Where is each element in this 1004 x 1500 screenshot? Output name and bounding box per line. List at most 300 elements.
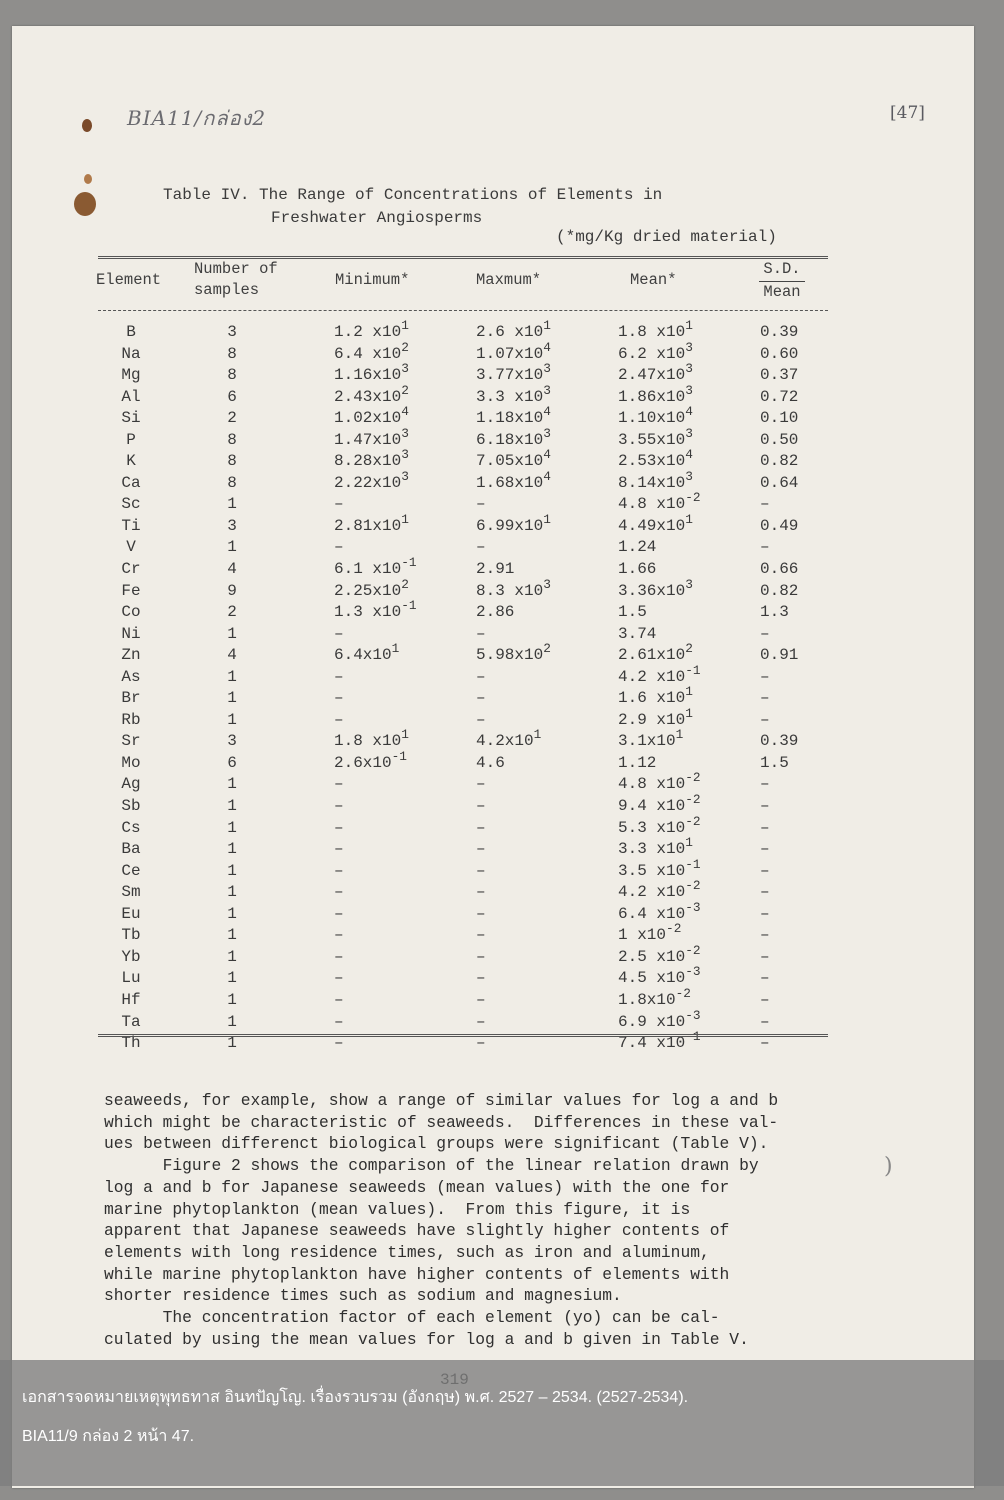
- sd-cell: [760, 624, 770, 646]
- table-row: [12, 705, 974, 732]
- samples-cell-mantissa: 1: [227, 775, 237, 794]
- mean-cell-exponent: 2: [685, 641, 693, 657]
- sd-cell: [760, 430, 798, 452]
- minimum-cell-mantissa: –: [334, 689, 344, 708]
- mean-cell-mantissa: 1.5: [618, 603, 647, 622]
- sd-cell-mantissa: –: [760, 969, 770, 988]
- maximum-cell: [476, 818, 486, 840]
- minimum-cell-mantissa: 1.3 x10: [334, 603, 402, 622]
- maximum-cell-mantissa: –: [476, 1034, 486, 1053]
- maximum-cell-exponent: 4: [543, 447, 551, 463]
- sd-cell-mantissa: 0.60: [760, 344, 799, 363]
- sd-cell: [760, 559, 798, 581]
- samples-cell-mantissa: 1: [227, 689, 237, 708]
- samples-cell-mantissa: 1: [227, 861, 237, 880]
- maximum-cell: [476, 753, 505, 775]
- minimum-cell-mantissa: –: [334, 624, 344, 643]
- margin-pencil-mark: ): [884, 1154, 893, 1179]
- minimum-cell-mantissa: 1.02x10: [334, 409, 402, 428]
- table-row: [12, 554, 974, 581]
- table-units: (*mg/Kg dried material): [556, 228, 777, 246]
- minimum-cell: [334, 688, 344, 710]
- maximum-cell-mantissa: 6.99x10: [476, 516, 544, 535]
- mean-cell-exponent: -2: [685, 878, 701, 894]
- minimum-cell: [334, 598, 417, 624]
- caption-line-2: BIA11/9 กล่อง 2 หน้า 47.: [22, 1428, 195, 1445]
- maximum-cell-mantissa: 1.18x10: [476, 409, 544, 428]
- maximum-cell-mantissa: –: [476, 926, 486, 945]
- mean-cell: [618, 835, 693, 861]
- element-cell-mantissa: V: [126, 538, 136, 557]
- table-row: [12, 447, 974, 473]
- element-cell-mantissa: Sc: [121, 495, 141, 514]
- body-line: marine phytoplankton (mean values). From this figure, it is: [104, 1199, 691, 1219]
- minimum-cell: [334, 748, 407, 775]
- mean-cell-exponent: 1: [675, 727, 684, 743]
- sd-cell-mantissa: –: [760, 947, 770, 966]
- sd-cell: [760, 882, 770, 904]
- mean-cell-mantissa: 1.8 x10: [618, 323, 686, 341]
- maximum-cell: [476, 404, 551, 430]
- element-cell: [105, 839, 157, 861]
- minimum-cell: [334, 494, 344, 516]
- mean-cell-exponent: -1: [685, 662, 701, 678]
- header-element: Element: [96, 271, 162, 289]
- mean-cell-mantissa: 1.24: [618, 538, 657, 557]
- samples-cell-mantissa: 9: [227, 581, 237, 600]
- table-row: [12, 490, 974, 516]
- document-page: [12, 26, 974, 1488]
- minimum-cell-exponent: 3: [401, 447, 409, 463]
- sd-cell: [760, 516, 798, 538]
- sd-cell: [760, 667, 770, 689]
- minimum-cell-mantissa: 1.8 x10: [334, 732, 402, 751]
- mean-cell-exponent: 3: [685, 425, 693, 441]
- minimum-cell-mantissa: –: [334, 797, 344, 816]
- mean-cell-exponent: -2: [685, 792, 701, 807]
- table-row: [12, 770, 974, 796]
- body-line: seaweeds, for example, show a range of similar values for log a and b: [104, 1091, 779, 1110]
- maximum-cell-mantissa: 1.07x10: [476, 344, 544, 363]
- mean-cell-exponent: 3: [685, 576, 693, 592]
- sd-cell-mantissa: –: [760, 538, 770, 557]
- header-mean: Mean*: [630, 271, 677, 289]
- samples-cell: [222, 559, 242, 581]
- maximum-cell-mantissa: –: [476, 710, 486, 729]
- punch-hole: [82, 119, 92, 132]
- mean-cell-mantissa: 3.55x10: [618, 430, 686, 449]
- maximum-cell: [476, 511, 551, 538]
- mean-cell-exponent: 4: [685, 447, 693, 463]
- element-cell: [105, 645, 157, 667]
- minimum-cell-mantissa: –: [334, 710, 344, 729]
- sd-cell-mantissa: 0.39: [760, 323, 799, 341]
- mean-cell: [618, 425, 693, 452]
- sd-cell-mantissa: 0.50: [760, 430, 799, 449]
- minimum-cell-mantissa: –: [334, 1012, 344, 1031]
- element-cell: [105, 516, 157, 538]
- element-cell: [105, 451, 157, 473]
- maximum-cell: [476, 447, 551, 473]
- minimum-cell-exponent: 2: [401, 339, 409, 355]
- maximum-cell: [476, 861, 486, 883]
- mean-cell: [618, 339, 693, 366]
- mean-cell-exponent: 1: [685, 317, 693, 333]
- element-cell-mantissa: Ag: [121, 775, 141, 794]
- maximum-cell: [476, 559, 514, 581]
- mean-cell: [618, 985, 691, 1012]
- mean-cell-mantissa: 1.10x10: [618, 409, 686, 428]
- samples-cell-mantissa: 3: [227, 516, 237, 535]
- samples-cell-mantissa: 1: [227, 538, 237, 557]
- samples-cell: [222, 322, 242, 344]
- table-row: [12, 835, 974, 861]
- sd-cell: [760, 990, 770, 1012]
- sd-cell-mantissa: –: [760, 797, 770, 816]
- sd-cell: [760, 602, 789, 624]
- sd-cell-mantissa: –: [760, 495, 770, 514]
- mean-cell-mantissa: 2.5 x10: [618, 947, 686, 966]
- maximum-cell-exponent: 4: [543, 404, 551, 420]
- table-title-line-1: Table IV. The Range of Concentrations of Elements in: [163, 186, 663, 204]
- minimum-cell: [334, 339, 409, 366]
- table-row: [12, 339, 974, 366]
- sd-cell: [760, 451, 798, 473]
- samples-cell-mantissa: 1: [227, 797, 237, 816]
- maximum-cell-mantissa: –: [476, 624, 486, 643]
- samples-cell: [222, 818, 242, 840]
- mean-cell-mantissa: 4.2 x10: [618, 883, 686, 902]
- maximum-cell: [476, 624, 486, 646]
- minimum-cell-exponent: -1: [401, 598, 417, 614]
- punch-hole: [84, 174, 92, 184]
- samples-cell: [222, 861, 242, 883]
- maximum-cell: [476, 339, 551, 366]
- minimum-cell-mantissa: 2.81x10: [334, 516, 402, 535]
- sd-cell-mantissa: 1.5: [760, 753, 789, 772]
- mean-cell-exponent: 3: [685, 382, 693, 398]
- element-cell: [105, 710, 157, 732]
- maximum-cell: [476, 990, 486, 1012]
- mean-cell-mantissa: 6.4 x10: [618, 904, 686, 923]
- mean-cell-exponent: -3: [685, 899, 701, 915]
- samples-cell: [222, 839, 242, 861]
- maximum-cell-mantissa: 1.68x10: [476, 473, 544, 492]
- mean-cell-mantissa: 9.4 x10: [618, 797, 686, 816]
- maximum-cell-mantissa: –: [476, 797, 486, 816]
- header-sd-denominator: Mean: [763, 283, 801, 301]
- mean-cell-exponent: 3: [685, 361, 693, 377]
- element-cell-mantissa: Sm: [121, 883, 141, 902]
- sd-cell: [760, 387, 798, 409]
- minimum-cell-exponent: 3: [401, 468, 409, 484]
- maximum-cell-mantissa: –: [476, 495, 486, 514]
- sd-cell-mantissa: –: [760, 904, 770, 923]
- mean-cell-exponent: -2: [685, 770, 701, 786]
- table-body: [12, 317, 974, 1055]
- mean-cell-mantissa: 1.6 x10: [618, 689, 686, 708]
- sd-cell-mantissa: –: [760, 624, 770, 643]
- maximum-cell-mantissa: –: [476, 538, 486, 557]
- maximum-cell-exponent: 4: [543, 468, 551, 484]
- minimum-cell: [334, 624, 344, 646]
- sd-cell: [760, 925, 770, 947]
- samples-cell: [222, 344, 242, 366]
- samples-cell: [222, 473, 242, 495]
- sd-cell-mantissa: –: [760, 1034, 770, 1053]
- element-cell: [105, 365, 157, 387]
- minimum-cell-exponent: 4: [401, 404, 409, 420]
- samples-cell-mantissa: 6: [227, 753, 237, 772]
- minimum-cell-mantissa: –: [334, 947, 344, 966]
- minimum-cell: [334, 537, 344, 559]
- minimum-cell: [334, 839, 344, 861]
- sd-cell: [760, 731, 798, 753]
- sd-cell: [760, 688, 770, 710]
- element-cell-mantissa: Ca: [121, 473, 141, 492]
- mean-cell-mantissa: 2.53x10: [618, 452, 686, 471]
- table-row: [12, 1007, 974, 1034]
- sd-cell: [760, 537, 770, 559]
- mean-cell-mantissa: 3.1x10: [618, 732, 676, 751]
- maximum-cell-mantissa: –: [476, 861, 486, 880]
- samples-cell-mantissa: 2: [227, 409, 237, 428]
- maximum-cell: [476, 882, 486, 904]
- mean-cell-exponent: -3: [685, 1007, 701, 1023]
- samples-cell-mantissa: 1: [227, 969, 237, 988]
- sd-cell: [760, 365, 798, 387]
- element-cell-mantissa: Fe: [121, 581, 141, 600]
- sd-cell: [760, 710, 770, 732]
- minimum-cell-mantissa: 6.1 x10: [334, 560, 402, 579]
- maximum-cell-mantissa: –: [476, 1012, 486, 1031]
- maximum-cell: [476, 796, 486, 818]
- minimum-cell-mantissa: 1.16x10: [334, 366, 402, 385]
- mean-cell: [618, 382, 693, 409]
- sd-cell-mantissa: –: [760, 990, 770, 1009]
- element-cell-mantissa: Al: [121, 387, 141, 406]
- table-row: [12, 985, 974, 1012]
- minimum-cell: [334, 511, 409, 538]
- minimum-cell: [334, 947, 344, 969]
- minimum-cell: [334, 317, 409, 344]
- sd-cell: [760, 839, 770, 861]
- element-cell-mantissa: Th: [121, 1034, 141, 1053]
- body-line: elements with long residence times, such as iron and aluminum,: [104, 1242, 710, 1262]
- mean-cell-mantissa: 4.8 x10: [618, 495, 686, 514]
- minimum-cell-mantissa: 2.25x10: [334, 581, 402, 600]
- mean-cell: [618, 317, 693, 344]
- samples-cell: [222, 904, 242, 926]
- maximum-cell-exponent: 1: [533, 727, 542, 743]
- maximum-cell: [476, 968, 486, 990]
- mean-cell-mantissa: 8.14x10: [618, 473, 686, 492]
- element-cell: [105, 322, 157, 344]
- element-cell-mantissa: Br: [121, 689, 141, 708]
- element-cell-mantissa: Ce: [121, 861, 141, 880]
- samples-cell-mantissa: 2: [227, 603, 237, 622]
- mean-cell-mantissa: 6.9 x10: [618, 1012, 686, 1031]
- maximum-cell: [476, 839, 486, 861]
- samples-cell-mantissa: 8: [227, 430, 237, 449]
- element-cell-mantissa: Mo: [121, 753, 141, 772]
- table-row: [12, 727, 974, 753]
- samples-cell: [222, 602, 242, 624]
- element-cell: [105, 387, 157, 409]
- minimum-cell: [334, 468, 409, 495]
- mean-cell-mantissa: 4.5 x10: [618, 969, 686, 988]
- minimum-cell-exponent: 3: [401, 425, 409, 441]
- samples-cell: [222, 516, 242, 538]
- minimum-cell: [334, 710, 344, 732]
- mean-cell-mantissa: 7.4 x10: [618, 1034, 686, 1053]
- element-cell: [105, 602, 157, 624]
- element-cell: [105, 688, 157, 710]
- mean-cell: [618, 468, 693, 495]
- header-minimum: Minimum*: [335, 271, 410, 289]
- minimum-cell-mantissa: –: [334, 1034, 344, 1053]
- mean-cell: [618, 559, 656, 581]
- element-cell: [105, 753, 157, 775]
- body-line: log a and b for Japanese seaweeds (mean values) with the one for: [104, 1177, 730, 1197]
- minimum-cell: [334, 641, 400, 667]
- mean-cell: [618, 727, 684, 753]
- archive-caption: [0, 1360, 1004, 1486]
- element-cell-mantissa: P: [126, 430, 136, 449]
- mean-cell-exponent: -2: [666, 921, 682, 937]
- samples-cell-mantissa: 1: [227, 1012, 237, 1031]
- minimum-cell: [334, 576, 409, 603]
- table-title: [163, 184, 662, 230]
- minimum-cell: [334, 774, 344, 796]
- sd-cell-mantissa: 0.82: [760, 581, 799, 600]
- mean-cell-mantissa: 3.36x10: [618, 581, 686, 600]
- minimum-cell-mantissa: 6.4x10: [334, 646, 392, 665]
- element-cell: [105, 968, 157, 990]
- sd-cell: [760, 818, 770, 840]
- minimum-cell-mantissa: –: [334, 840, 344, 859]
- samples-cell: [222, 645, 242, 667]
- samples-cell-mantissa: 1: [227, 495, 237, 514]
- minimum-cell: [334, 990, 344, 1012]
- maximum-cell: [476, 727, 542, 753]
- sd-cell-mantissa: 0.49: [760, 516, 799, 535]
- mean-cell: [618, 641, 693, 667]
- minimum-cell-mantissa: –: [334, 969, 344, 988]
- minimum-cell-mantissa: –: [334, 538, 344, 557]
- sd-cell-mantissa: –: [760, 926, 770, 945]
- minimum-cell: [334, 904, 344, 926]
- element-cell-mantissa: Si: [121, 409, 141, 428]
- body-text: [104, 1090, 884, 1350]
- minimum-cell-exponent: 1: [401, 727, 409, 743]
- mean-cell: [618, 361, 693, 387]
- maximum-cell-exponent: 4: [543, 339, 551, 355]
- element-cell-mantissa: Sr: [121, 732, 141, 751]
- element-cell: [105, 882, 157, 904]
- sd-cell: [760, 947, 770, 969]
- samples-cell: [222, 667, 242, 689]
- table-row: [12, 576, 974, 603]
- maximum-cell-mantissa: 8.3 x10: [476, 581, 544, 600]
- body-line: Figure 2 shows the comparison of the linear relation drawn by: [104, 1156, 759, 1176]
- minimum-cell-mantissa: –: [334, 818, 344, 837]
- mean-cell-exponent: 3: [685, 339, 693, 355]
- element-cell: [105, 559, 157, 581]
- element-cell: [105, 624, 157, 646]
- maximum-cell: [476, 925, 486, 947]
- mean-cell: [618, 684, 693, 710]
- mean-cell: [618, 511, 693, 538]
- maximum-cell-exponent: 3: [543, 361, 551, 377]
- sd-cell: [760, 494, 770, 516]
- minimum-cell-exponent: 2: [401, 576, 409, 592]
- element-cell-mantissa: Eu: [121, 904, 141, 923]
- sd-cell-mantissa: –: [760, 883, 770, 902]
- element-cell: [105, 774, 157, 796]
- minimum-cell: [334, 447, 409, 473]
- maximum-cell-exponent: 3: [543, 576, 551, 592]
- samples-cell: [222, 947, 242, 969]
- samples-cell-mantissa: 1: [227, 883, 237, 902]
- maximum-cell-mantissa: –: [476, 667, 486, 686]
- element-cell-mantissa: Na: [121, 344, 141, 363]
- samples-cell: [222, 1012, 242, 1034]
- minimum-cell-mantissa: –: [334, 883, 344, 902]
- samples-cell: [222, 882, 242, 904]
- maximum-cell: [476, 688, 486, 710]
- mean-cell-mantissa: 1.86x10: [618, 387, 686, 406]
- mean-cell-mantissa: 2.61x10: [618, 646, 686, 665]
- samples-cell-mantissa: 3: [227, 323, 237, 341]
- table-row: [12, 748, 974, 775]
- body-line: shorter residence times such as sodium and magnesium.: [104, 1286, 622, 1306]
- minimum-cell-mantissa: –: [334, 926, 344, 945]
- table-row: [12, 813, 974, 840]
- minimum-cell-mantissa: –: [334, 990, 344, 1009]
- element-cell-mantissa: Ni: [121, 624, 141, 643]
- sd-cell-mantissa: 0.72: [760, 387, 799, 406]
- sd-cell: [760, 861, 770, 883]
- minimum-cell: [334, 882, 344, 904]
- maximum-cell: [476, 947, 486, 969]
- maximum-cell-mantissa: 4.6: [476, 753, 505, 772]
- table-row: [12, 317, 974, 344]
- samples-cell: [222, 581, 242, 603]
- maximum-cell: [476, 382, 551, 409]
- element-cell: [105, 731, 157, 753]
- element-cell-mantissa: Yb: [121, 947, 141, 966]
- maximum-cell-mantissa: –: [476, 818, 486, 837]
- sd-cell: [760, 904, 770, 926]
- element-cell-mantissa: Sb: [121, 797, 141, 816]
- mean-cell-mantissa: 2.9 x10: [618, 710, 686, 729]
- minimum-cell-mantissa: 2.43x10: [334, 387, 402, 406]
- samples-cell-mantissa: 1: [227, 624, 237, 643]
- element-cell-mantissa: Ba: [121, 840, 141, 859]
- samples-cell-mantissa: 8: [227, 366, 237, 385]
- table-row: [12, 942, 974, 969]
- samples-cell: [222, 408, 242, 430]
- sd-cell-mantissa: 0.10: [760, 409, 799, 428]
- sd-cell: [760, 796, 770, 818]
- minimum-cell-exponent: -1: [401, 554, 417, 570]
- table-row: [12, 964, 974, 990]
- sd-cell-mantissa: 0.82: [760, 452, 799, 471]
- samples-cell: [222, 774, 242, 796]
- minimum-cell-exponent: -1: [391, 748, 407, 764]
- maximum-cell: [476, 317, 551, 344]
